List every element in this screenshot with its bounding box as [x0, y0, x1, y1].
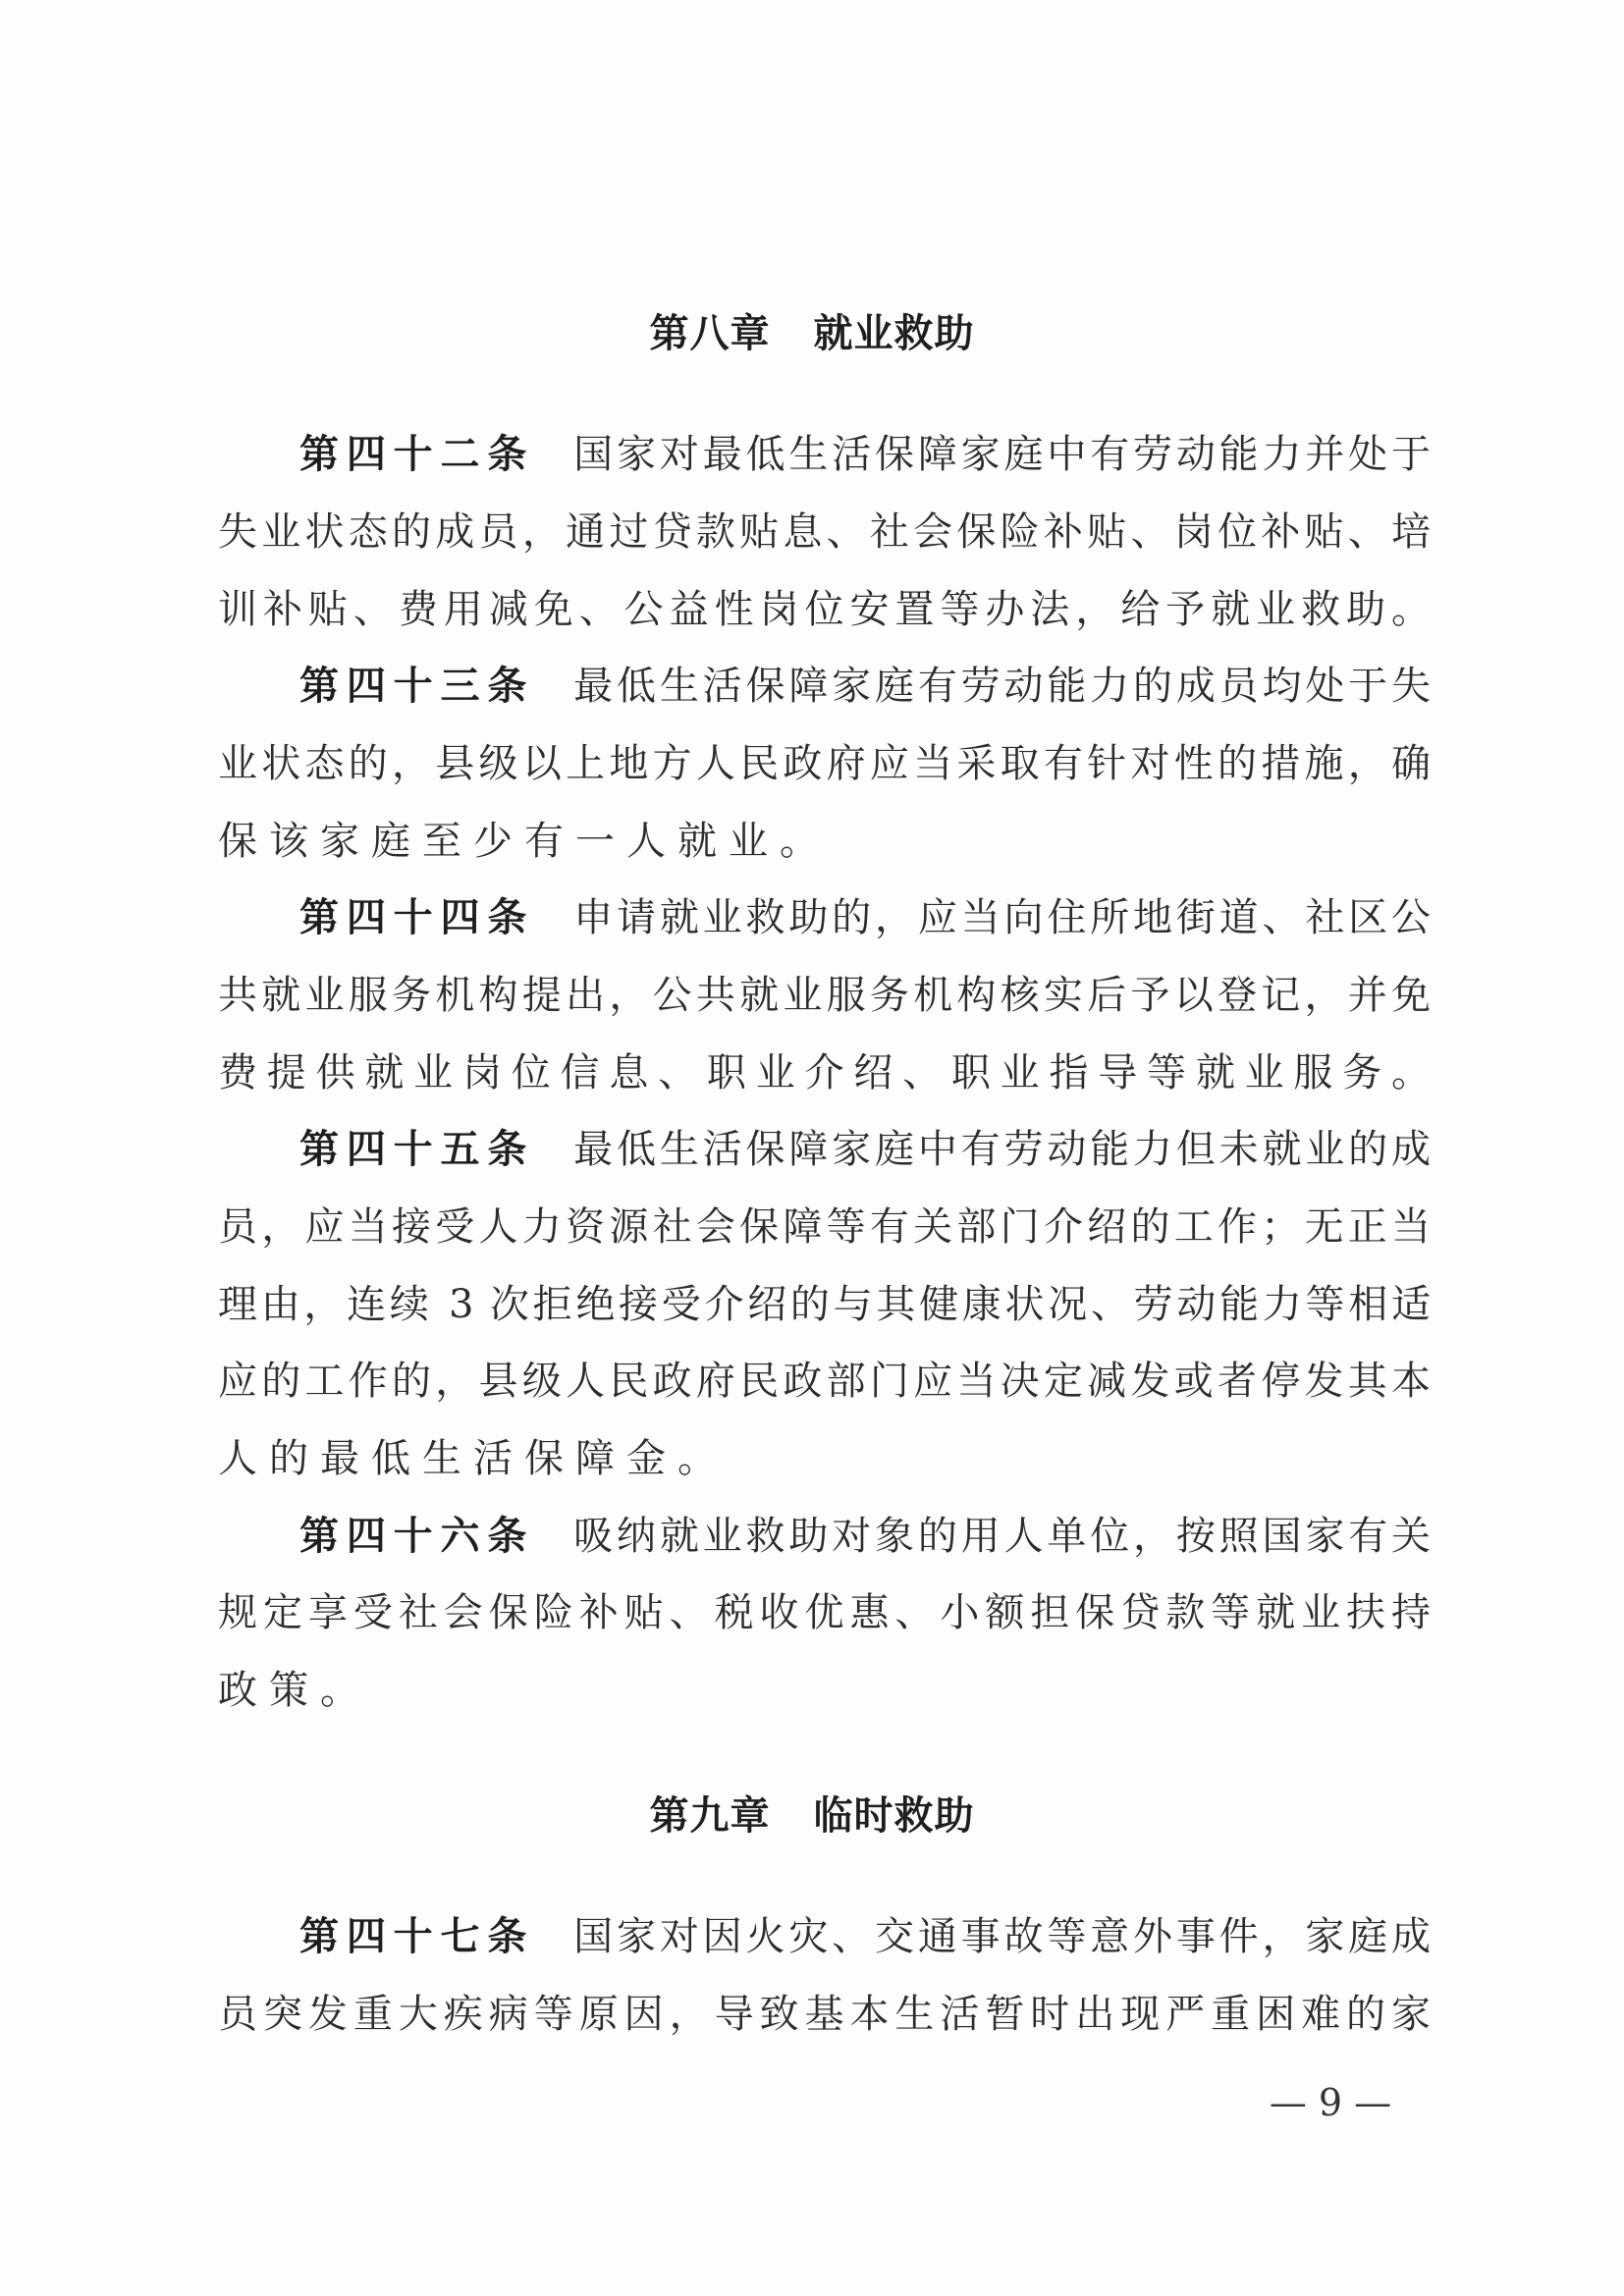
article-line: 业状态的，县级以上地方人民政府应当采取有针对性的措施，确	[218, 741, 1431, 786]
article-label: 第四十四条	[299, 895, 535, 940]
chapter-number: 第九章	[649, 1793, 771, 1839]
article-line: 第四十三条 最低生活保障家庭有劳动能力的成员均处于失	[299, 664, 1432, 709]
article-line: 第四十四条 申请就业救助的，应当向住所地街道、社区公	[299, 895, 1432, 940]
article-line: 第四十六条 吸纳就业救助对象的用人单位，按照国家有关	[299, 1514, 1432, 1559]
article-line: 理由，连续 3 次拒绝接受介绍的与其健康状况、劳动能力等相适	[218, 1282, 1431, 1327]
chapter-heading	[0, 302, 1624, 358]
chapter-title: 临时救助	[813, 1793, 975, 1839]
article-label: 第四十五条	[299, 1127, 535, 1172]
chapter-number: 第八章	[649, 311, 771, 356]
article-line: 第四十七条 国家对因火灾、交通事故等意外事件，家庭成	[299, 1914, 1432, 1959]
article-label: 第四十二条	[299, 432, 535, 477]
article-line: 费提供就业岗位信息、职业介绍、职业指导等就业服务。	[218, 1050, 1431, 1095]
chapter-heading	[0, 1785, 1624, 1841]
article-label: 第四十三条	[299, 664, 535, 709]
article-line: 员突发重大疾病等原因，导致基本生活暂时出现严重困难的家	[218, 1992, 1431, 2037]
article-line: 第四十二条 国家对最低生活保障家庭中有劳动能力并处于	[299, 432, 1432, 477]
article-line: 人的最低生活保障金。	[218, 1436, 729, 1481]
article-line: 失业状态的成员，通过贷款贴息、社会保险补贴、岗位补贴、培	[218, 509, 1431, 555]
page-number: — 9 —	[1269, 2081, 1392, 2124]
article-line: 第四十五条 最低生活保障家庭中有劳动能力但未就业的成	[299, 1127, 1432, 1172]
article-label: 第四十六条	[299, 1514, 535, 1559]
article-line: 规定享受社会保险补贴、税收优惠、小额担保贷款等就业扶持	[218, 1590, 1431, 1635]
chapter-title: 就业救助	[813, 311, 975, 356]
article-line: 应的工作的，县级人民政府民政部门应当决定减发或者停发其本	[218, 1359, 1431, 1404]
article-line: 训补贴、费用减免、公益性岗位安置等办法，给予就业救助。	[218, 587, 1431, 632]
article-line: 保该家庭至少有一人就业。	[218, 819, 831, 864]
article-line: 共就业服务机构提出，公共就业服务机构核实后予以登记，并免	[218, 973, 1431, 1018]
article-line: 政策。	[218, 1668, 371, 1713]
article-line: 员，应当接受人力资源社会保障等有关部门介绍的工作；无正当	[218, 1204, 1431, 1250]
article-label: 第四十七条	[299, 1914, 535, 1959]
